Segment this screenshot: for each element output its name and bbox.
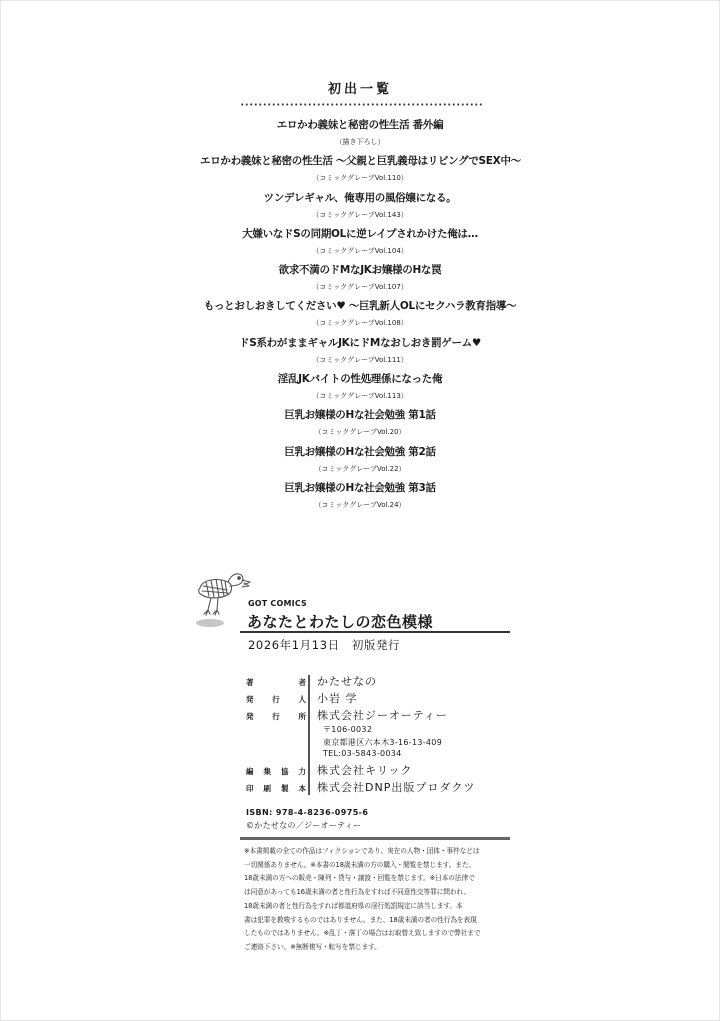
notice-divider [240,837,510,840]
notice-line: 18歳未満の者と性行為をすれば都道府県の淫行処罰規定に該当します。本 [244,901,463,910]
toc-entry-title: ドS系わがままギャルJKにドMなおしおき罰ゲーム♥ [239,336,481,349]
toc-entry-title: 欲求不満のドMなJKお嬢様のHな罠 [278,264,442,277]
credit-label: 編 集 協 力 [246,766,306,776]
credit-label: 発 行 所 [246,712,306,721]
toc-entry-title: 巨乳お嬢様のHな社会勉強 第3話 [284,481,436,494]
toc-entry-source: （コミックグレープVol.111） [312,355,408,364]
toc-entry-source: （コミックグレープVol.108） [312,319,408,328]
toc-entry-title: 巨乳お嬢様のHな社会勉強 第1話 [284,409,436,422]
book-title: あなたとわたしの恋色模様 [247,613,434,631]
credit-value: かたせなの [317,675,377,688]
toc-entry-title: 淫乱JKバイトの性処理係になった俺 [277,373,443,386]
toc-entry [200,154,520,190]
publication-date: 2026年1月13日 初版発行 [248,638,401,652]
toc-entry [200,481,520,517]
toc-entry-title: エロかわ義妹と秘密の性生活 ～父親と巨乳義母はリビングでSEX中～ [200,155,521,168]
toc-entry-title: ツンデレギャル、俺専用の風俗嬢になる。 [263,191,457,204]
toc-entry-source: （描き下ろし） [335,138,385,146]
toc-entry [200,299,520,335]
toc-entry-source: （コミックグレープVol.110） [312,174,408,183]
notice-line: ※本書掲載の全ての作品はフィクションであり、実在の人物・団体・事件などは [244,847,480,855]
toc-entry-title: エロかわ義妹と秘密の性生活 番外編 [276,119,444,131]
toc-entry [200,227,520,263]
notice-line: は同意があっても16歳未満の者と性行為をすれば不同意性交等罪に問われ、 [244,888,471,897]
toc-entry [200,445,520,481]
notice-line: 一切関係ありません。※本書の18歳未満の方の購入・閲覧を禁じます。また、 [244,860,476,869]
dotted-divider [240,103,483,106]
isbn: ISBN: 978-4-8236-0975-6 [246,808,369,817]
toc-entry-source: （コミックグレープVol.20） [314,428,406,437]
notice-line: ご連絡下さい。※無断複写・転写を禁じます。 [244,942,381,951]
toc-entry [200,336,520,372]
toc-entry [200,263,520,299]
toc-entry-title: 巨乳お嬢様のHな社会勉強 第2話 [284,445,436,458]
notice-line: したものではありません。※乱丁・落丁の場合はお取替え致しますので弊社まで [244,929,481,938]
title-divider [240,631,510,633]
copyright: ©かたせなの／ジーオーティー [246,821,362,830]
toc-entry [200,408,520,444]
bird-logo-icon [194,568,254,630]
credit-label: 印 刷 製 本 [246,783,306,793]
credit-value: 株式会社ジーオーティー [317,709,448,722]
legal-notice [244,845,510,955]
toc-entry [200,372,520,408]
toc-entry-source: （コミックグレープVol.107） [312,283,408,292]
imprint-label: GOT COMICS [248,599,307,608]
credit-value: 株式会社DNP出版プロダクツ [317,780,476,794]
toc-title: 初出一覧 [327,82,392,97]
notice-line: 書は犯罪を教唆するものではありません。また、18歳未満の者の性行為を表現 [244,915,477,924]
credits-divider [308,675,310,795]
toc-entry-title: 大嫌いなドSの同期OLに逆レイプされかけた俺は… [242,227,478,240]
toc-entry-source: （コミックグレープVol.104） [312,246,408,255]
toc-entry-title: もっとおしおきしてください♥ ～巨乳新人OLにセクハラ教育指導～ [203,300,517,313]
toc-entry-source: （コミックグレープVol.22） [314,464,406,473]
credit-label: 発 行 人 [246,695,306,704]
notice-line: 18歳未満の方への販売・陳列・貸与・譲渡・回覧を禁じます。※日本の法律で [244,874,475,883]
toc-entry-source: （コミックグレープVol.113） [312,392,408,401]
credit-value: 株式会社キリック [317,763,413,777]
credit-label: 著 者 [246,678,306,687]
toc-entry [200,118,520,154]
toc-entry-source: （コミックグレープVol.143） [312,210,408,219]
toc-entry [200,191,520,227]
toc-entry-source: （コミックグレープVol.24） [314,500,406,509]
credit-value: 小岩 学 [317,692,358,705]
toc-list [200,118,520,517]
